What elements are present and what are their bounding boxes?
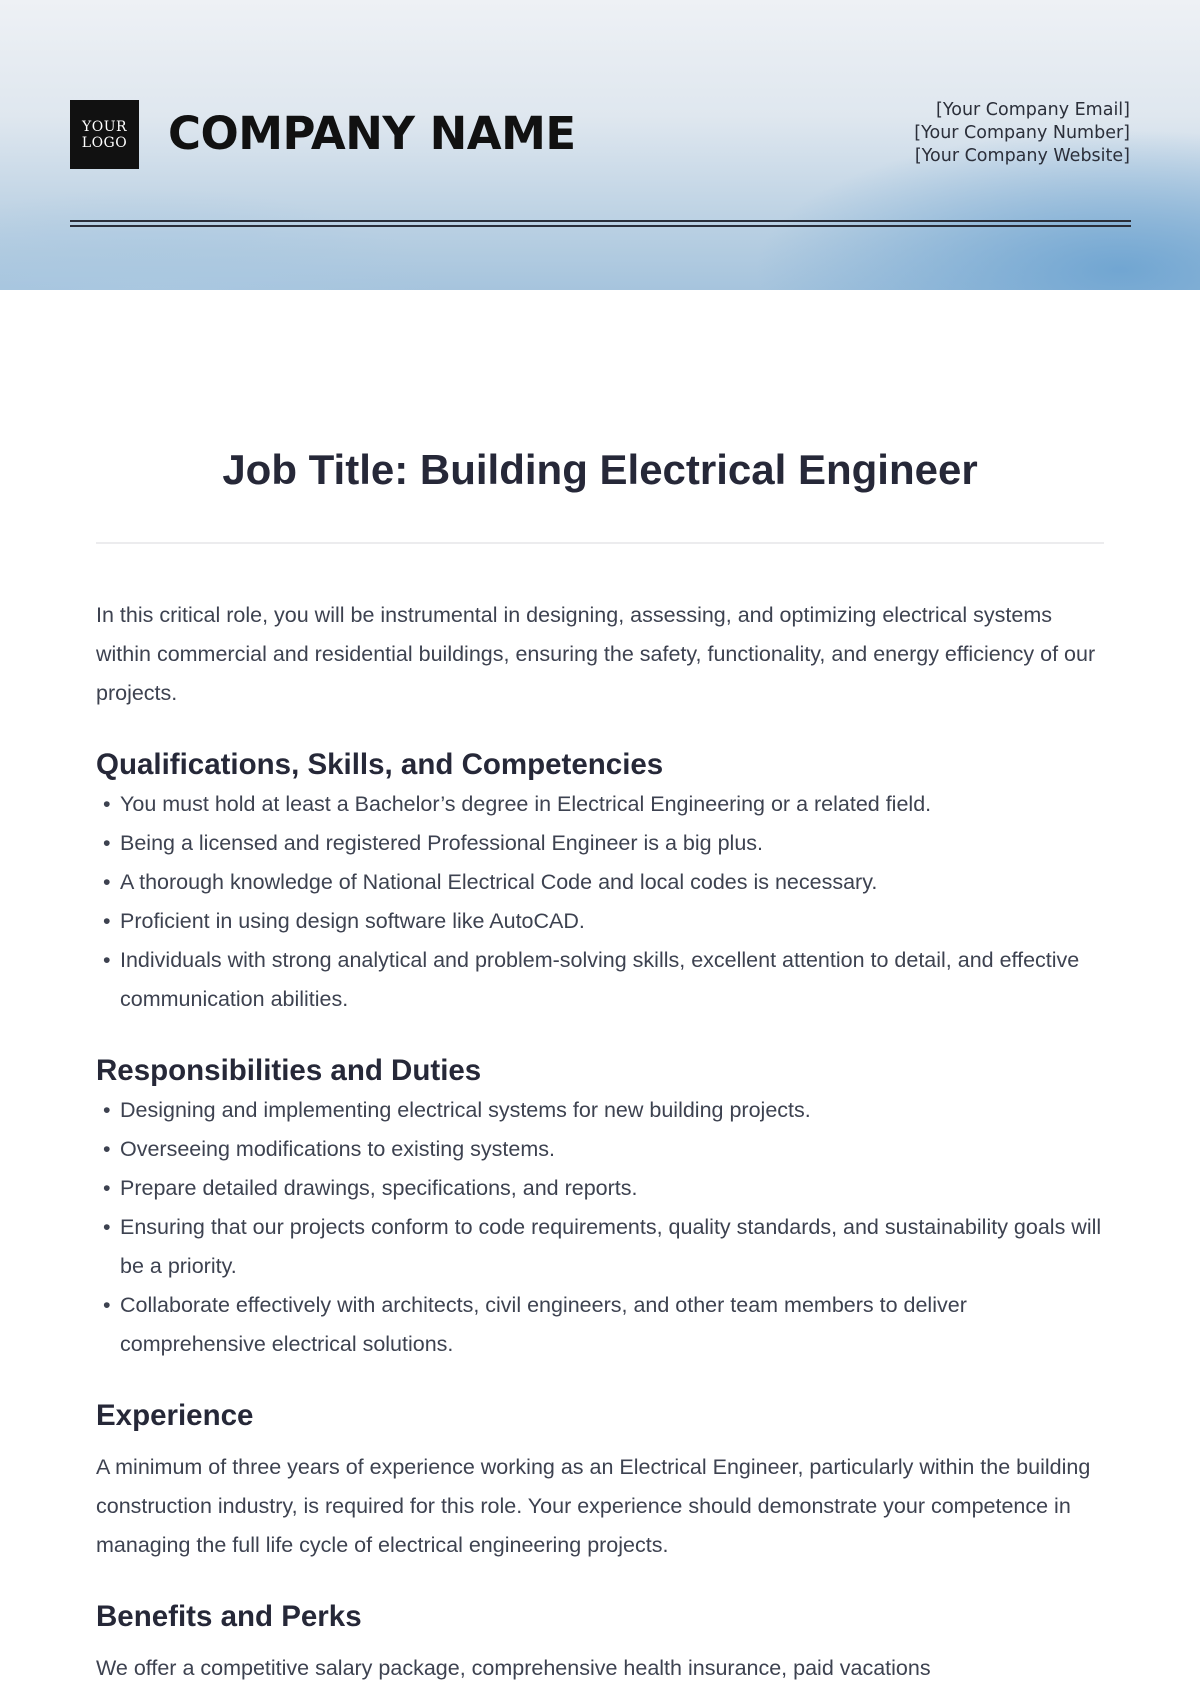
document-body [96, 596, 1106, 1688]
list-item: • Being a licensed and registered Professional Engineer is a big plus. [96, 824, 1106, 863]
title-divider [96, 542, 1104, 544]
qualifications-list [96, 785, 1106, 1019]
company-website: [Your Company Website] [914, 146, 1130, 166]
company-contact-block [914, 99, 1130, 168]
list-item: • You must hold at least a Bachelor’s degree in Electrical Engineering or a related field. [96, 785, 1106, 824]
company-number: [Your Company Number] [914, 123, 1130, 143]
job-title: Job Title: Building Electrical Engineer [222, 446, 978, 493]
responsibilities-heading: Responsibilities and Duties [96, 1054, 482, 1087]
company-logo [70, 100, 139, 169]
experience-paragraph: A minimum of three years of experience working as an Electrical Engineer, particularly within the building construction industry, is required for this role. Your experience should demonstrate your competence in managing the full life cycle of electrical engineering projects. [96, 1455, 1091, 1557]
experience-section [96, 1396, 1106, 1565]
benefits-heading: Benefits and Perks [96, 1600, 362, 1633]
responsibilities-section [96, 1051, 1106, 1364]
intro-paragraph: In this critical role, you will be instrumental in designing, assessing, and optimizing electrical systems within commercial and residential buildings, ensuring the safety, functionality, and energy efficiency of our projects. [96, 603, 1096, 705]
qualifications-heading: Qualifications, Skills, and Competencies [96, 748, 664, 781]
header-divider-bottom [70, 225, 1131, 227]
logo-line-1: YOUR [81, 118, 128, 135]
logo-line-2: LOGO [81, 134, 128, 151]
list-item: • A thorough knowledge of National Electrical Code and local codes is necessary. [96, 863, 1106, 902]
responsibilities-list [96, 1091, 1106, 1364]
list-item: • Proficient in using design software like AutoCAD. [96, 902, 1106, 941]
list-item: • Prepare detailed drawings, specifications, and reports. [96, 1169, 1106, 1208]
document-header [0, 0, 1200, 290]
list-item: • Ensuring that our projects conform to code requirements, quality standards, and sustainability goals will be a priority. [96, 1208, 1106, 1286]
list-item: • Overseeing modifications to existing systems. [96, 1130, 1106, 1169]
benefits-section [96, 1597, 1106, 1688]
header-divider-top [70, 220, 1131, 222]
list-item: • Collaborate effectively with architects, civil engineers, and other team members to deliver comprehensive electrical solutions. [96, 1286, 1106, 1364]
qualifications-section [96, 745, 1106, 1019]
company-email: [Your Company Email] [936, 100, 1130, 120]
experience-heading: Experience [96, 1399, 254, 1432]
list-item: • Designing and implementing electrical systems for new building projects. [96, 1091, 1106, 1130]
list-item: • Individuals with strong analytical and problem-solving skills, excellent attention to detail, and effective communication abilities. [96, 941, 1106, 1019]
company-name: COMPANY NAME [168, 107, 576, 160]
benefits-paragraph: We offer a competitive salary package, comprehensive health insurance, paid vacations [96, 1656, 931, 1680]
